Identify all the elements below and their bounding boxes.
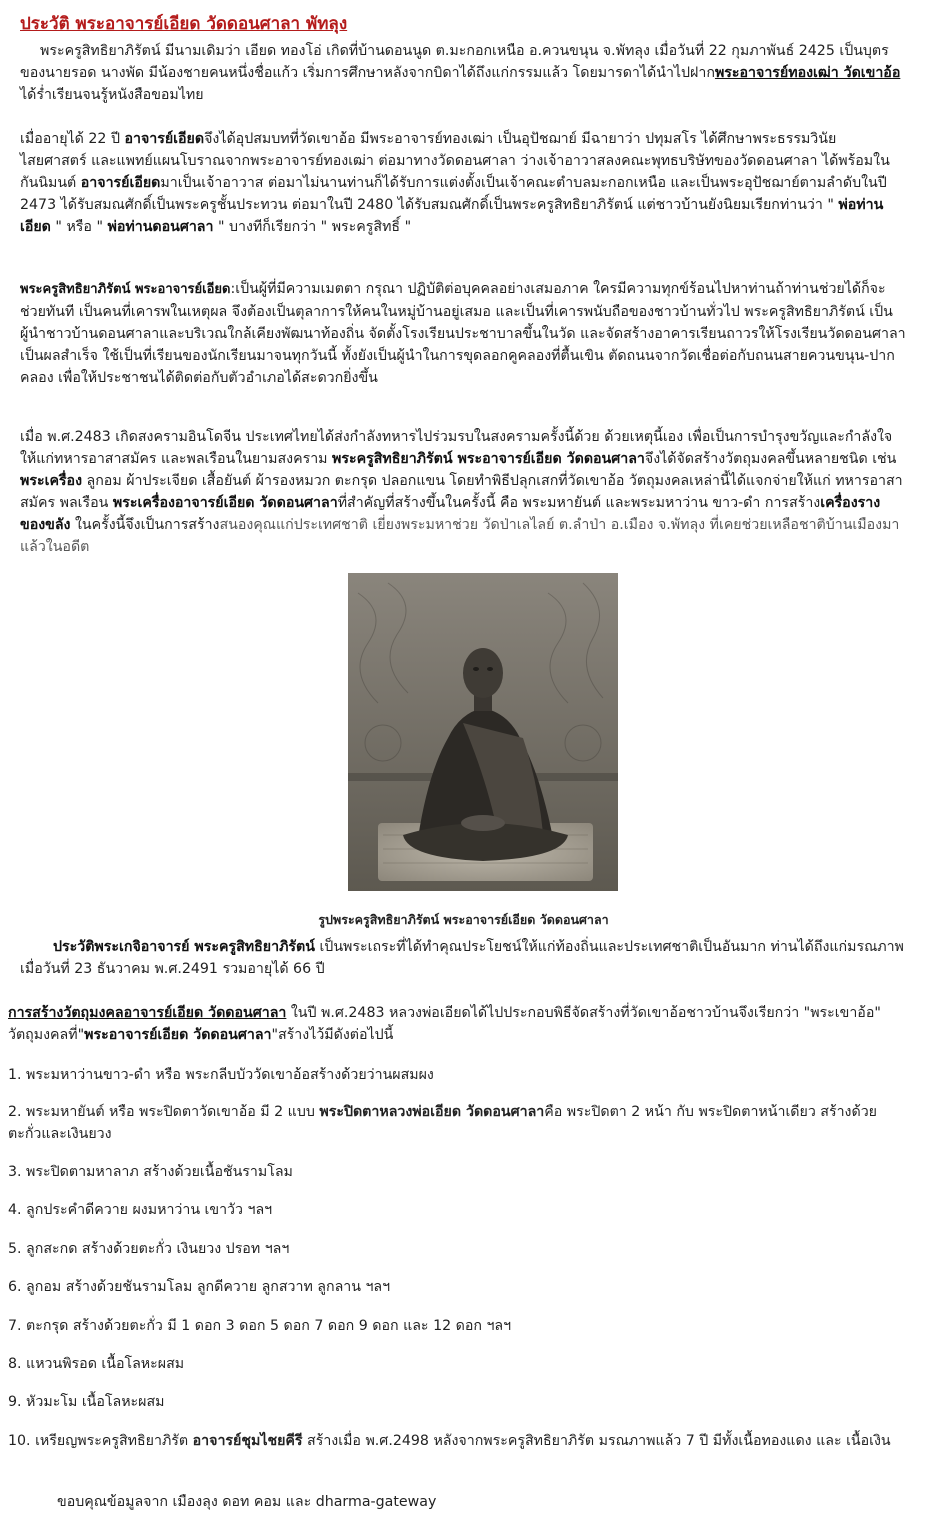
monk-portrait-icon (348, 573, 618, 891)
list-item: 4. ลูกประคำดีควาย ผงมหาว่าน เขาวัว ฯลฯ (8, 1202, 273, 1218)
photo-caption: รูปพระครูสิทธิยาภิรัตน์ พระอาจารย์เอียด วัดดอนศาลา (318, 912, 609, 927)
paragraph-amulets-intro: การสร้างวัตถุมงคลอาจารย์เอียด วัดดอนศาลา ในปี พ.ศ.2483 หลวงพ่อเอียดได้ไปประกอบพิธีจัดสร้างที่วัดเขาอ้อชาวบ้านจึงเรียกว่า "พระเขาอ้อ" วัตถุมงคลที่"พระอาจารย์เอียด วัดดอนศาลา"สร้างไว้มีดังต่อไปนี้ (8, 1005, 881, 1043)
paragraph-ordination: เมื่ออายุได้ 22 ปี อาจารย์เอียดจึงได้อุปสมบทที่วัดเขาอ้อ มีพระอาจารย์ทองเฒ่า เป็นอุปัชฌาย์ มีฉายาว่า ปทุมสโร ได้ศึกษาพระธรรมวินัย ไสยศาสตร์ และแพทย์แผนโบราณจากพระอาจารย์ทองเฒ่า ต่อมาทางวัดดอนศาลา ว่างเจ้าอาวาสลงคณะพุทธบริษัทของวัดดอนศาลา ได้พร้อมในกันนิมนต์ อาจารย์เอียดมาเป็นเจ้าอาวาส ต่อมาไม่นานท่านก็ได้รับการแต่งตั้งเป็นเจ้าคณะตำบลมะกอกเหนือ และเป็นพระอุปัชฌาย์ตามลำดับในปี 2473 ได้รับสมณศักดิ์เป็นพระครูชั้นประทวน ต่อมาในปี 2480 ได้รับสมณศักดิ์เป็นพระครูสิทธิยาภิรัตน์ แต่ชาวบ้านยังนิยมเรียกท่านว่า " พ่อท่านเอียด " หรือ " พ่อท่านดอนศาลา " บางทีก็เรียกว่า " พระครูสิทธิ์ " (20, 131, 890, 235)
list-item: 1. พระมหาว่านขาว-ดำ หรือ พระกลีบบัววัดเขาอ้อสร้างด้วยว่านผสมผง (8, 1067, 434, 1083)
list-item: 9. หัวมะโม เนื้อโลหะผสม (8, 1394, 165, 1410)
list-item: 7. ตะกรุด สร้างด้วยตะกั่ว มี 1 ดอก 3 ดอก 5 ดอก 7 ดอก 9 ดอก และ 12 ดอก ฯลฯ (8, 1318, 512, 1334)
monk-photo (348, 573, 618, 891)
link-amulet-creation[interactable]: การสร้างวัตถุมงคลอาจารย์เอียด วัดดอนศาลา (8, 1005, 287, 1021)
article-title[interactable]: ประวัติ พระอาจารย์เอียด วัดดอนศาลา พัทลุง (20, 14, 348, 34)
paragraph-indochina-war: เมื่อ พ.ศ.2483 เกิดสงครามอินโดจีน ประเทศไทยได้ส่งกำลังทหารไปร่วมรบในสงครามครั้งนี้ด้วย ด้วยเหตุนี้เอง เพื่อเป็นการบำรุงขวัญและกำลังใจให้แก่ทหารอาสาสมัคร และพลเรือนในยามสงคราม พระครูสิทธิยาภิรัตน์ พระอาจารย์เอียด วัดดอนศาลาจึงได้จัดสร้างวัตถุมงคลขึ้นหลายชนิด เช่น พระเครื่อง ลูกอม ผ้าประเจียด เสื้อยันต์ ผ้ารองหมวก ตะกรุด ปลอกแขน โดยทำพิธีปลุกเสกที่วัดเขาอ้อ วัตถุมงคลเหล่านี้ได้แจกจ่ายให้แก่ ทหารอาสาสมัคร พลเรือน พระเครื่องอาจารย์เอียด วัดดอนศาลาที่สำคัญที่สร้างขึ้นในครั้งนี้ คือ พระมหายันต์ และพระมหาว่าน ขาว-ดำ การสร้างเครื่องรางของขลัง ในครั้งนี้จึงเป็นการสร้างสนองคุณแก่ประเทศชาติ เยี่ยงพระมหาช่วย วัดป่าเลไลย์ ต.ลำป่า อ.เมือง จ.พัทลุง ที่เคยช่วยเหลือชาติบ้านเมืองมาแล้วในอดีต (20, 429, 903, 555)
list-item: 10. เหรียญพระครูสิทธิยาภิรัต อาจารย์ชุมไชยคีรี สร้างเมื่อ พ.ศ.2498 หลังจากพระครูสิทธิยาภิรัต มรณภาพแล้ว 7 ปี มีทั้งเนื้อทองแดง และ เนื้อเงิน (8, 1433, 891, 1449)
list-item: 8. แหวนพิรอด เนื้อโลหะผสม (8, 1356, 185, 1372)
list-item: 3. พระปิดตามหาลาภ สร้างด้วยเนื้อชันรามโลม (8, 1164, 293, 1180)
link-phra-thong-thao[interactable]: พระอาจารย์ทองเฒ่า วัดเขาอ้อ (714, 65, 901, 81)
list-item: 6. ลูกอม สร้างด้วยชันรามโลม ลูกดีควาย ลูกสวาท ลูกลาน ฯลฯ (8, 1279, 391, 1295)
paragraph-death: ประวัติพระเกจิอาจารย์ พระครูสิทธิยาภิรัตน์ เป็นพระเถระที่ได้ทำคุณประโยชน์ให้แก่ท้องถิ่นและประเทศชาติเป็นอันมาก ท่านได้ถึงแก่มรณภาพ เมื่อวันที่ 23 ธันวาคม พ.ศ.2491 รวมอายุได้ 66 ปี (20, 939, 904, 977)
list-item: 5. ลูกสะกด สร้างด้วยตะกั่ว เงินยวง ปรอท ฯลฯ (8, 1241, 290, 1257)
source-credit: ขอบคุณข้อมูลจาก เมืองลุง ดอท คอม และ dharma-gateway (57, 1494, 437, 1510)
paragraph-biography-intro: พระครูสิทธิยาภิรัตน์ มีนามเดิมว่า เอียด ทองโอ่ เกิดที่บ้านดอนนูด ต.มะกอกเหนือ อ.ควนขนุน จ.พัทลุง เมื่อวันที่ 22 กุมภาพันธ์ 2425 เป็นบุตรของนายรอด นางพัด มีน้องชายคนหนึ่งชื่อแก้ว เริ่มการศึกษาหลังจากบิดาได้ถึงแก่กรรมแล้ว โดยมารดาได้นำไปฝากพระอาจารย์ทองเฒ่า วัดเขาอ้อ ได้ร่ำเรียนจนรู้หนังสือขอมไทย (20, 43, 901, 103)
paragraph-virtues: พระครูสิทธิยาภิรัตน์ พระอาจารย์เอียด:เป็นผู้ที่มีความเมตตา กรุณา ปฏิบัติต่อบุคคลอย่างเสมอภาค ใครมีความทุกข์ร้อนไปหาท่านถ้าท่านช่วยได้ก็จะช่วยทันที เป็นคนที่เคารพในเหตุผล จึงต้องเป็นตุลาการให้คนในหมู่บ้านอยู่เสมอ และเป็นที่เคารพนับถือของชาวบ้านทั่วไป พระครูสิทธิยาภิรัตน์ เป็นผู้นำชาวบ้านดอนศาลาและบริเวณใกล้เคียงพัฒนาท้องถิ่น จัดตั้งโรงเรียนประชาบาลขึ้นในวัด และจัดสร้างอาคารเรียนถาวรให้โรงเรียนวัดดอนศาลาเป็นผลสำเร็จ ใช้เป็นที่เรียนของนักเรียนมาจนทุกวันนี้ ทั้งยังเป็นผู้นำในการขุดลอกคูคลองที่ตื้นเขิน ตัดถนนจากวัดเชื่อต่อกับถนนสายควนขนุน-ปากคลอง เพื่อให้ประชาชนได้ติดต่อกับตัวอำเภอได้สะดวกยิ่งขึ้น (20, 281, 906, 386)
list-item: 2. พระมหายันต์ หรือ พระปิดตาวัดเขาอ้อ มี 2 แบบ พระปิดตาหลวงพ่อเอียด วัดดอนศาลาคือ พระปิดตา 2 หน้า กับ พระปิดตาหน้าเดียว สร้างด้วยตะกั่วและเงินยวง (8, 1104, 877, 1142)
